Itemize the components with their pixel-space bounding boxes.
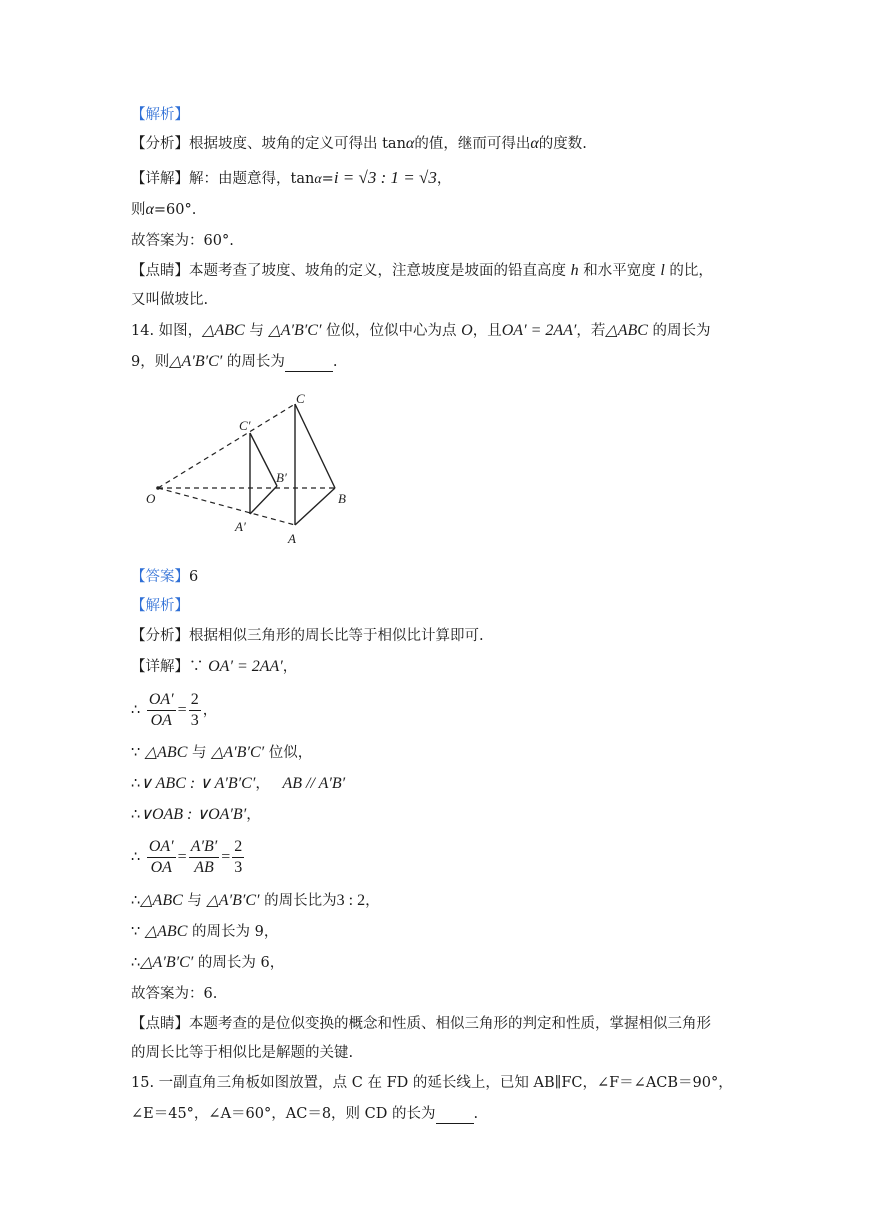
segment-ab xyxy=(295,488,335,525)
fraction-numerator: 2 xyxy=(189,690,201,711)
stem-text: 9，则 xyxy=(131,354,170,370)
fraction-oa xyxy=(147,690,176,731)
equals: = xyxy=(177,701,187,719)
s14-line-ratio xyxy=(131,690,217,731)
triangle-abc: △ABC xyxy=(140,892,183,909)
s13-dianjing-1 xyxy=(131,261,713,281)
jiexi-tag: 【解析】 xyxy=(131,107,189,123)
triangle-abc: △ABC xyxy=(144,923,188,940)
homothetic-text: 位似， xyxy=(268,745,313,761)
triangle-abc: △ABC xyxy=(605,322,648,339)
fenxi-text: 根据相似三角形的周长比等于相似比计算即可. xyxy=(189,628,484,644)
therefore-symbol: ∴ xyxy=(131,702,141,719)
triangle-a1b1c1: △A′B′C′ xyxy=(169,353,223,370)
dianjing-tag: 【点睛】 xyxy=(131,263,189,279)
fraction-denominator: OA xyxy=(150,859,172,876)
triangle-a1b1c1: △A′B′C′ xyxy=(206,892,260,909)
dianjing-text-b: 和水平宽度 xyxy=(583,263,656,279)
triangle-abc: △ABC xyxy=(144,744,188,761)
dianjing-text-c: 的比， xyxy=(669,263,713,279)
fenxi-tag: 【分析】 xyxy=(131,628,189,644)
fraction-two-thirds xyxy=(232,837,244,878)
triangle-a1b1c1: △A′B′C′ xyxy=(268,322,322,339)
therefore-symbol: ∴ xyxy=(131,955,141,971)
therefore-symbol: ∴ xyxy=(131,893,141,909)
therefore-symbol: ∴ xyxy=(131,807,141,823)
s14-jiexi xyxy=(131,596,189,616)
s14-line-ratio-chain xyxy=(131,837,246,878)
triangle-a1b1c1: △A′B′C′ xyxy=(140,954,194,971)
therefore-symbol: ∴ xyxy=(131,849,141,866)
s14-line-perimeter-a1b1c1 xyxy=(131,953,284,973)
triangle-a1b1c1: △A′B′C′ xyxy=(211,744,265,761)
alpha-symbol: α xyxy=(530,135,539,152)
stem-text: 的周长为 xyxy=(652,323,711,339)
segment-cb xyxy=(295,404,335,488)
s13-fenxi xyxy=(131,134,587,154)
fenxi-text: 根据坡度、坡角的定义可得出 tan xyxy=(189,136,406,152)
then-value: =60°. xyxy=(153,202,197,218)
similarity-expression: ∨OAB : ∨OA′B′ xyxy=(140,806,247,823)
s14-line-similar xyxy=(131,743,312,763)
s14-line-oab xyxy=(131,805,261,825)
perimeter-text: 的周长为 9， xyxy=(191,924,279,940)
label-a: A xyxy=(288,531,296,546)
because-symbol: ∵ xyxy=(189,659,204,675)
because-symbol: ∵ xyxy=(131,924,141,940)
xiangjie-text: 解：由题意得，tan xyxy=(189,171,315,187)
s13-xiangjie xyxy=(131,168,451,190)
comma: ， xyxy=(436,171,452,187)
and-text: 与 xyxy=(191,745,207,761)
stem-text: 14. 如图， xyxy=(131,323,203,339)
comma: ， xyxy=(365,893,380,909)
s14-line-perimeter-ratio xyxy=(131,891,380,911)
s14-xiangjie-1 xyxy=(131,657,297,677)
point-o: O xyxy=(461,322,473,339)
similarity-expression: ∨ ABC : ∨ A′B′C′ xyxy=(140,775,256,792)
fraction-denominator: AB xyxy=(194,859,214,876)
stem-text: 的周长为 xyxy=(226,354,285,370)
q15-stem-1: 15. 一副直角三角板如图放置，点 C 在 FD 的延长线上，已知 AB∥FC，∠F＝∠ACB＝90°， xyxy=(131,1075,733,1091)
comma: ， xyxy=(255,776,270,792)
q14-stem-1 xyxy=(131,321,711,341)
s14-line-perimeter-abc xyxy=(131,922,278,942)
equals: = xyxy=(177,848,187,866)
homothety-figure xyxy=(140,390,365,550)
fenxi-text-b: 的值，继而可得出 xyxy=(414,136,531,152)
alpha-symbol: α xyxy=(314,172,322,187)
because-symbol: ∵ xyxy=(131,745,141,761)
parallel-expression: AB // A′B′ xyxy=(282,775,346,792)
fraction-numerator: OA′ xyxy=(147,690,176,711)
s14-fenxi xyxy=(131,626,484,646)
s14-line-parallel xyxy=(131,774,345,794)
s14-answer xyxy=(131,567,198,587)
label-o: O xyxy=(146,491,156,506)
fenxi-text-c: 的度数. xyxy=(538,136,587,152)
label-c-prime: C′ xyxy=(239,418,251,433)
ratio-value: 3 : 2 xyxy=(336,892,366,909)
stem-text: ，若 xyxy=(576,323,606,339)
fraction-ab xyxy=(189,837,220,878)
then-text: 则 xyxy=(131,202,146,218)
fraction-numerator: A′B′ xyxy=(189,837,220,858)
oa-equation: OA′ = 2AA′ xyxy=(208,658,283,675)
perimeter-text: 的周长为 6， xyxy=(197,955,285,971)
xiangjie-tag: 【详解】 xyxy=(131,659,189,675)
fraction-two-thirds xyxy=(189,690,201,731)
dashed-line-oa xyxy=(158,488,295,525)
oa-equation: OA′ = 2AA′ xyxy=(501,322,577,339)
xiangjie-tag: 【详解】 xyxy=(131,171,189,187)
slope-equation: i = √3 : 1 = √3 xyxy=(333,168,437,187)
equals: = xyxy=(321,171,334,187)
jiexi-tag: 【解析】 xyxy=(131,598,189,614)
answer-tag: 【答案】 xyxy=(131,569,189,585)
stem-text: 位似，位似中心为点 xyxy=(326,323,457,339)
triangle-abc: △ABC xyxy=(202,322,245,339)
fraction-numerator: 2 xyxy=(232,837,244,858)
q15-stem-2 xyxy=(131,1104,478,1124)
q14-stem-2 xyxy=(131,352,337,372)
therefore-symbol: ∴ xyxy=(131,776,141,792)
equals: = xyxy=(221,848,231,866)
segment-a1b1 xyxy=(250,486,277,514)
s14-final-answer: 故答案为：6. xyxy=(131,986,218,1002)
fraction-denominator: 3 xyxy=(234,859,243,876)
answer-value: 6 xyxy=(189,569,199,585)
label-b: B xyxy=(338,491,346,506)
s13-answer: 故答案为：60°. xyxy=(131,233,234,249)
label-c: C xyxy=(296,391,305,406)
period: . xyxy=(332,354,338,370)
s14-dianjing-2: 的周长比等于相似比是解题的关键. xyxy=(131,1045,354,1061)
fraction-denominator: 3 xyxy=(190,712,199,729)
label-b-prime: B′ xyxy=(276,470,287,485)
dianjing-tag: 【点睛】 xyxy=(131,1016,189,1032)
stem-text: ∠E＝45°，∠A＝60°，AC＝8，则 CD 的长为 xyxy=(131,1106,436,1122)
stem-text: 与 xyxy=(249,323,264,339)
perimeter-ratio-text: 的周长比为 xyxy=(264,893,337,909)
comma: ， xyxy=(282,659,298,675)
stem-text: ，且 xyxy=(472,323,502,339)
s13-jiexi-heading xyxy=(131,105,189,125)
fraction-oa xyxy=(147,837,176,878)
label-a-prime: A′ xyxy=(235,519,246,534)
dashed-line-oc xyxy=(158,404,295,488)
h-symbol: h xyxy=(570,262,579,279)
s14-dianjing-1 xyxy=(131,1014,711,1034)
s13-dianjing-2: 又叫做坡比. xyxy=(131,292,209,308)
comma: ， xyxy=(246,807,261,823)
and-text: 与 xyxy=(187,893,202,909)
period: . xyxy=(473,1106,479,1122)
l-symbol: l xyxy=(660,262,665,279)
segment-c1b1 xyxy=(250,433,277,486)
answer-blank xyxy=(436,1109,474,1124)
dianjing-text: 本题考查的是位似变换的概念和性质、相似三角形的判定和性质，掌握相似三角形 xyxy=(189,1016,711,1032)
comma: ， xyxy=(202,702,218,719)
answer-blank xyxy=(285,357,333,372)
alpha-symbol: α xyxy=(145,201,154,218)
point-o-dot xyxy=(156,486,160,490)
fraction-numerator: OA′ xyxy=(147,837,176,858)
alpha-symbol: α xyxy=(405,135,415,152)
dianjing-text: 本题考查了坡度、坡角的定义，注意坡度是坡面的铅直高度 xyxy=(189,263,566,279)
fraction-denominator: OA xyxy=(150,712,172,729)
s13-then xyxy=(131,200,196,220)
fenxi-tag: 【分析】 xyxy=(131,136,189,152)
